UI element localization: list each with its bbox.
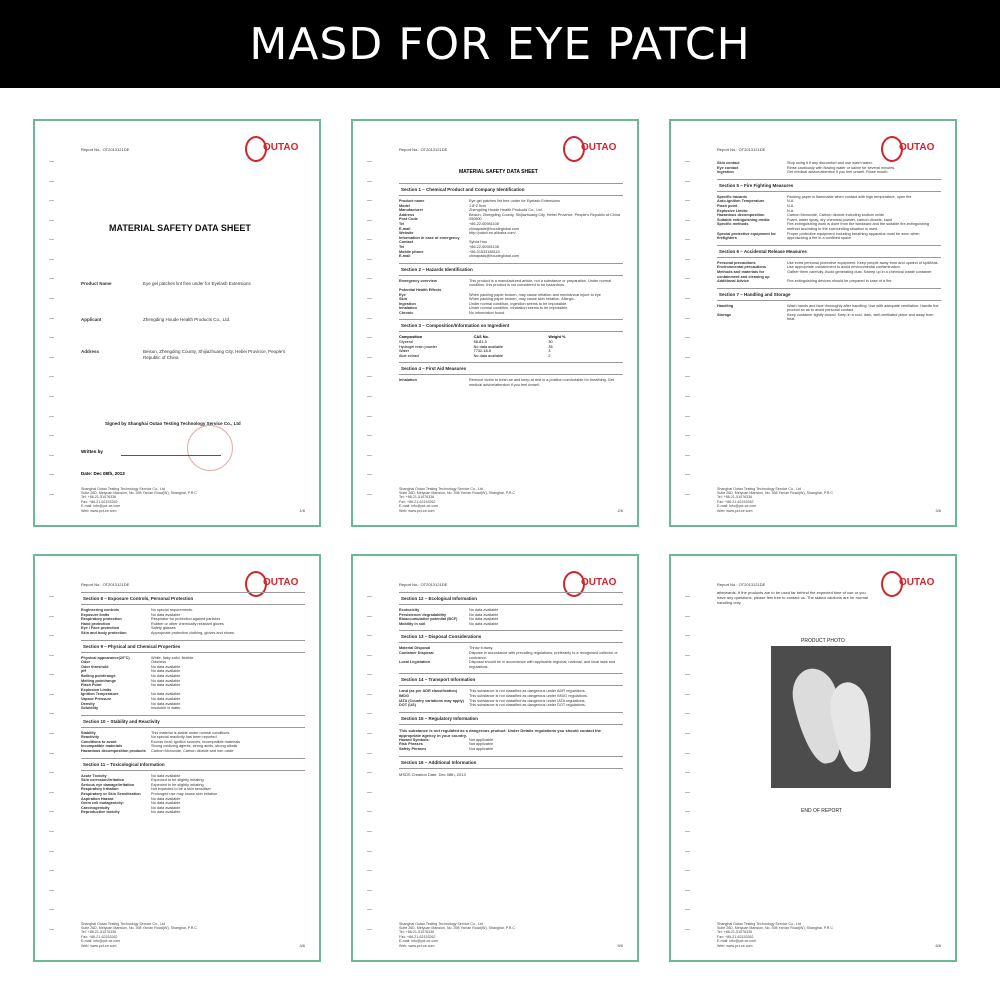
- row-label: Melting point/range: [81, 678, 117, 683]
- row-label: Exposure limits: [81, 612, 110, 617]
- data-row: [399, 254, 623, 259]
- section-15-rows: [399, 738, 623, 752]
- data-row: [717, 222, 941, 231]
- row-label: Mobile phone: [399, 249, 424, 254]
- row-value: Safety glasses: [151, 626, 176, 631]
- row-label: Environmental precautions: [717, 265, 766, 270]
- row-label: Specific hazards: [717, 194, 747, 199]
- row-value: chinapads@houdeglobal.com: [469, 226, 520, 231]
- row-label: Ignition Temperature: [81, 692, 119, 697]
- row-value: When packing paper broken, may cause skin irritation. Allergic.: [469, 297, 575, 302]
- msds-page-4: [33, 554, 321, 962]
- row-value: No data available: [151, 683, 181, 688]
- row-value: No data available: [469, 608, 499, 612]
- row-label: Eye / Face protection: [81, 626, 120, 631]
- row-label: Storage: [717, 312, 732, 317]
- row-label: Conditions to avoid: [81, 739, 117, 744]
- table-cell: 30: [548, 340, 553, 345]
- row-value: Throw it away.: [469, 646, 494, 651]
- section-6-header: Section 6 – Accidental Release Measures: [717, 245, 941, 258]
- row-value: Fire-extinguishing devices should be prepared in case of a fire.: [787, 279, 893, 284]
- msds-page-2: [351, 119, 639, 527]
- row-value: Eye gel patches lint free under for Eyelash Extensions: [469, 199, 560, 203]
- row-value: Not expected to be a skin sensitiser: [151, 787, 211, 792]
- row-value: This substance is not classified as dangerous under IMDG regulations.: [469, 693, 588, 698]
- data-row: [399, 378, 623, 387]
- row-value: No special reactivity has been reported: [151, 735, 217, 740]
- section-1-header: Section 1 – Chemical Product and Company Identification: [399, 183, 623, 196]
- row-value: Remove victim to fresh air and keep at rest in a position comfortable for breathing. Get medical advice/attention if you feel unwell.: [469, 378, 614, 388]
- row-value: No data available: [151, 773, 181, 778]
- row-value: Use extra personal protective equipment. Keep people away from and upwind of spill/leak.: [787, 260, 939, 265]
- row-label: Bioaccumulative potential (BCF): [399, 617, 458, 622]
- row-label: Hazard Symbols:: [399, 737, 430, 742]
- data-row: [399, 622, 623, 627]
- row-value: Wash hands and face thoroughly after handling. Use with adequate ventilation. Handle the product so as to avoid personal contact.: [787, 303, 939, 313]
- section-8-header: Section 8 – Exposure Controls, Personal Protection: [81, 592, 305, 605]
- row-value: Not applicable: [469, 742, 494, 747]
- row-label: Respiratory protection: [81, 617, 122, 622]
- section-15-header: Section 15 – Regulatory Information: [399, 712, 623, 725]
- table-cell: 56-81-5: [473, 340, 487, 345]
- outao-logo: OUTAO: [561, 135, 623, 161]
- row-value: Fire-extinguishing work is done from the windward and the suitable fire-extinguishing method according to the surrounding situation is used.: [787, 222, 930, 231]
- row-label: Methods and materials for containment and cleaning up: [717, 269, 770, 279]
- row-value: No data available: [151, 810, 181, 815]
- applicant-label: Applicant: [81, 317, 102, 322]
- section-4-rows: [399, 378, 623, 387]
- binder-holes: [685, 161, 691, 495]
- data-row: [399, 279, 623, 288]
- table-cell: 7732-18-5: [473, 349, 491, 354]
- row-label: IMDG: [399, 693, 409, 698]
- row-value: No data available: [151, 692, 181, 697]
- report-number: Report No.: OT2013121DE: [81, 147, 130, 152]
- data-row: [717, 232, 941, 241]
- row-value: Packing paper is flammable when contact with high temperature, open fire: [787, 194, 912, 199]
- row-value: Proper protective equipment including breathing apparatus must be worn when approaching a fire in a confined space: [787, 231, 920, 241]
- row-label: Explosive Limits:: [717, 208, 749, 213]
- data-row: [81, 631, 305, 636]
- row-label: Skin and body protection: [81, 630, 127, 635]
- row-label: Emergency overview: [399, 278, 437, 283]
- footer-address: Shanghai Outao Testing Technology Service Co., Ltd Suite 26D, Meiyuan Mansion, No. 398 Yan'an Road(W), Shanghai, P.R.C Tel: +86-21-51076336 Fax: +86-21-62153262 E-mail: info@pct-ce.com Web: www.pct-ce.com: [81, 921, 197, 948]
- row-label: Product name: [399, 199, 425, 203]
- row-value: No data available: [151, 678, 181, 683]
- data-row: [81, 749, 305, 754]
- row-label: Reactivity: [81, 735, 99, 740]
- table-cell: No data available: [473, 344, 504, 349]
- data-row: [717, 304, 941, 313]
- row-value: Excess heat; ignition sources, incompatible materials: [151, 739, 241, 744]
- section-16-header: Section 16 – Additional Information: [399, 756, 623, 769]
- outao-logo: OUTAO: [243, 570, 305, 596]
- row-value: Expected to be slightly irritating: [151, 782, 204, 787]
- section-11-rows: [81, 774, 305, 815]
- row-value: chinapads@houdeglobal.com: [469, 254, 520, 259]
- row-value: Disposal should be in accordance with applicable regional, national, and local laws and regulations.: [469, 660, 616, 669]
- row-value: +86-22-60981108: [469, 221, 499, 226]
- row-value: Use appropriate containment to avoid environmental contamination.: [787, 265, 901, 270]
- section-15-text: This substance is not regulated as a dangerous product. Under Details regulations you should contact the appropriate agency in your country.: [399, 727, 602, 738]
- row-label: E-mail: [399, 226, 411, 231]
- row-label: Material Disposal: [399, 646, 431, 651]
- section-7-rows: [717, 304, 941, 322]
- row-value: Zhengding Houde Health Products Co., Ltd.: [469, 208, 543, 213]
- row-value: No special requirements.: [151, 608, 193, 612]
- section-13-header: Section 13 – Disposal Considerations: [399, 630, 623, 643]
- row-value: No information found.: [469, 310, 506, 315]
- row-label: Incompatible materials: [81, 744, 123, 749]
- row-value: No data available: [469, 621, 499, 626]
- outao-logo: OUTAO: [561, 570, 623, 596]
- binder-holes: [49, 596, 55, 930]
- row-value: Under normal condition, ingestion seems to be impossible.: [469, 301, 568, 306]
- table-cell: Hydrogel resin powder: [399, 344, 437, 349]
- document-title: MATERIAL SAFETY DATA SHEET: [109, 223, 251, 233]
- row-label: Eye contact: [717, 165, 739, 170]
- row-label: Mobility in soil: [399, 621, 426, 626]
- row-value: Sylvia Hou: [469, 240, 488, 245]
- outao-logo: OUTAO: [243, 135, 305, 161]
- section-5-rows: [717, 195, 941, 241]
- row-value: Appropriate protective clothing, gloves and shoes.: [151, 630, 236, 635]
- document-title: MATERIAL SAFETY DATA SHEET: [459, 169, 538, 175]
- row-label: Hand protection: [81, 621, 111, 626]
- row-value: No data available: [151, 701, 181, 706]
- row-value: http://patch.en.alibaba.com/: [469, 231, 516, 236]
- row-value: Expected to be slightly irritating: [151, 778, 204, 783]
- table-cell: Glycerol: [399, 340, 413, 345]
- page-number: 1/6: [299, 508, 305, 513]
- row-value: This material is stable under normal conditions.: [151, 730, 231, 735]
- product-name-value: Eye gel patches lint free under for Eyelash Extensions: [143, 281, 251, 286]
- row-value: Get medical advice/attention if you feel unwell. Rinse mouth.: [787, 170, 889, 175]
- row-label: Address: [399, 212, 415, 217]
- section-16-text: MSDS Creation Date: Dec 08th, 2013: [399, 771, 466, 777]
- row-label: Manufacturer: [399, 208, 424, 213]
- row-value: No data available: [151, 664, 181, 669]
- binder-holes: [685, 596, 691, 930]
- data-row: [81, 706, 305, 711]
- product-name-label: Product Name: [81, 281, 112, 286]
- row-value: No data available: [151, 801, 181, 806]
- table-cell: No data available: [473, 353, 504, 358]
- row-value: Stop using it if any discomfort and use warm water.: [787, 161, 873, 165]
- row-value: Rubber or other chemically resistant gloves: [151, 621, 224, 626]
- data-row: [717, 313, 941, 322]
- row-value: No data available: [151, 805, 181, 810]
- composition-table-header: Composition CAS No. Weight %: [399, 335, 566, 340]
- row-value: 050800: [469, 217, 482, 222]
- footer-address: Shanghai Outao Testing Technology Service Co., Ltd Suite 26D, Meiyuan Mansion, No. 398 Yan'an Road(W), Shanghai, P.R.C Tel: +86-21-51076336 Fax: +86-21-62153262 E-mail: info@pct-ce.com Web: www.pct-ce.com: [717, 921, 833, 948]
- row-label: Acute Toxicity: [81, 773, 107, 778]
- row-label: Flash Point: [81, 683, 102, 688]
- section-4-header: Section 4 – First Aid Measures: [399, 362, 623, 375]
- row-label: Persistence/ degradability: [399, 612, 447, 617]
- row-label: Inhalation: [399, 378, 417, 383]
- row-label: Ecotoxicity: [399, 608, 420, 612]
- row-value: N.A.: [787, 199, 795, 204]
- data-row: [399, 651, 623, 660]
- row-label: Odor threshold: [81, 664, 109, 669]
- report-date: Date: Dec 08th, 2013: [81, 471, 125, 476]
- table-cell: 2: [548, 353, 551, 358]
- row-label: Website: [399, 231, 414, 236]
- row-label: Additional Advice: [717, 279, 749, 284]
- section-2-header: Section 2 – Hazards Identification: [399, 263, 623, 276]
- row-value: No data available: [151, 796, 181, 801]
- row-label: Contact: [399, 240, 414, 245]
- address-value: Beisun, Zhengding County, Shijiazhuang City, Hebei Province, People's Republic of China: [143, 349, 286, 360]
- row-value: Under normal condition, inhalation seems to be impossible.: [469, 306, 569, 311]
- row-label: IATA (Country variations may apply): [399, 698, 464, 703]
- row-value: Carbon Monoxide, Carbon dioxide and iron oxide: [151, 749, 234, 754]
- row-label: Information in case of emergency: [399, 235, 460, 240]
- row-value: Not applicable: [469, 737, 494, 742]
- report-number: Report No.: OT2013121DE: [399, 582, 448, 587]
- data-row: [399, 703, 623, 708]
- row-label: Reproductive toxicity: [81, 810, 120, 815]
- page-number: 6/6: [935, 943, 941, 948]
- row-value: N.A.: [787, 203, 795, 208]
- section-12-rows: [399, 608, 623, 626]
- row-label: Ingestion: [717, 170, 734, 175]
- section-11-header: Section 11 – Toxicological Information: [81, 758, 305, 771]
- row-label: Chronic: [399, 310, 414, 315]
- row-label: Engineering controls: [81, 608, 119, 612]
- row-value: Respirator for protection against particles: [151, 617, 221, 622]
- row-value: Gather them carefully. Avoid generating dust. Sweep up in a chemical waste container.: [787, 269, 933, 274]
- row-value: Insoluble in water: [151, 706, 181, 711]
- row-label: Boiling point/range: [81, 673, 116, 678]
- row-label: pH: [81, 669, 87, 674]
- binder-holes: [367, 596, 373, 930]
- row-label: Serious eye damage/irritation: [81, 782, 135, 787]
- footer-address: Shanghai Outao Testing Technology Service Co., Ltd Suite 26D, Meiyuan Mansion, No. 398 Yan'an Road(W), Shanghai, P.R.C Tel: +86-21-51076336 Fax: +86-21-62153262 E-mail: info@pct-ce.com Web: www.pct-ce.com: [399, 486, 515, 513]
- composition-table: [399, 340, 623, 358]
- banner-title: MASD FOR EYE PATCH: [0, 0, 1000, 88]
- page-number: 3/6: [935, 508, 941, 513]
- section-8-rows: [81, 608, 305, 636]
- row-label: E-mail: [399, 254, 411, 259]
- footer-address: Shanghai Outao Testing Technology Service Co., Ltd Suite 26D, Meiyuan Mansion, No. 398 Yan'an Road(W), Shanghai, P.R.C Tel: +86-21-51076336 Fax: +86-21-62153262 E-mail: info@pct-ce.com Web: www.pct-ce.com: [81, 486, 197, 513]
- row-label: Skin contact: [717, 161, 740, 165]
- msds-page-3: [669, 119, 957, 527]
- page-number: 2/6: [617, 508, 623, 513]
- msds-page-5: [351, 554, 639, 962]
- product-photo: [771, 646, 891, 788]
- row-label: Local Legislation: [399, 660, 431, 665]
- row-label: Handling: [717, 303, 734, 308]
- row-value: +86-01533188115: [469, 249, 500, 254]
- row-value: Keep container tightly closed. Keep in a cool, dark, well-ventilated place and away from heat.: [787, 312, 934, 322]
- row-label: Aspiration Hazard: [81, 796, 114, 801]
- footer-address: Shanghai Outao Testing Technology Service Co., Ltd Suite 26D, Meiyuan Mansion, No. 398 Yan'an Road(W), Shanghai, P.R.C Tel: +86-21-51076336 Fax: +86-21-62153262 E-mail: info@pct-ce.com Web: www.pct-ce.com: [399, 921, 515, 948]
- section-1-rows: [399, 199, 623, 259]
- row-label: Auto-ignition Temperature: [717, 199, 765, 204]
- row-label: Vapour Pressure: [81, 696, 112, 701]
- row-value: This substance is not classified as dangerous under IATA regulations.: [469, 698, 586, 703]
- report-number: Report No.: OT2013121DE: [81, 582, 130, 587]
- row-value: Prolonged use may cause skin irritation: [151, 792, 218, 797]
- row-value: N.A.: [787, 208, 795, 213]
- row-value: Dispose in accordance with prevailing regulations, preferably to a recognised collector or contractor.: [469, 650, 618, 660]
- photo-label: PRODUCT PHOTO: [801, 638, 845, 644]
- row-label: Germ cell mutagenicity:: [81, 801, 125, 806]
- row-label: Stability: [81, 730, 96, 735]
- data-row: [399, 660, 623, 669]
- outao-logo: OUTAO: [879, 135, 941, 161]
- table-cell: 3: [548, 349, 551, 354]
- row-label: Hazardous decomposition products: [81, 749, 146, 754]
- written-by: Written by: [81, 449, 103, 454]
- row-label: Potential Health Effects: [399, 287, 442, 292]
- row-label: Respiratory Irritation: [81, 787, 119, 792]
- row-label: Skin corrosion/irritation: [81, 778, 125, 783]
- page-number: 5/6: [617, 943, 623, 948]
- address-label: Address: [81, 349, 100, 354]
- table-cell: Aloe extract: [399, 353, 420, 358]
- signature-line: [121, 455, 221, 456]
- row-value: Odorless: [151, 660, 167, 665]
- signed-by: Signed by Shanghai Outao Testing Technology Service Co., Ltd: [105, 421, 241, 426]
- outao-logo: OUTAO: [879, 570, 941, 596]
- section-5-header: Section 5 – Fire Fighting Measures: [717, 179, 941, 192]
- row-value: No data available: [151, 669, 181, 674]
- data-row: [81, 810, 305, 815]
- section-10-rows: [81, 731, 305, 754]
- row-value: No data available: [151, 612, 181, 617]
- row-value: This product is a manufactured article, not a substance or preparation. Under normal condition, this product is not considered to be hazardous.: [469, 278, 612, 288]
- row-label: Flash point: [717, 203, 738, 208]
- row-label: Safety Phrases: [399, 746, 427, 751]
- section-7-header: Section 7 – Handling and Storage: [717, 288, 941, 301]
- section-2-rows: [399, 279, 623, 316]
- binder-holes: [49, 161, 55, 495]
- row-label: Suitable extinguishing media: [717, 217, 770, 222]
- row-label: Odor: [81, 660, 91, 665]
- row-label: Special protective equipment for firefighters: [717, 231, 776, 241]
- section-9-rows: [81, 656, 305, 711]
- seal-stamp: [187, 425, 233, 471]
- row-value: No data available: [469, 612, 499, 617]
- row-value: No data available: [151, 673, 181, 678]
- section-14-header: Section 14 – Transport Information: [399, 673, 623, 686]
- row-value: Not applicable: [469, 746, 494, 751]
- row-label: Ingestion: [399, 301, 416, 306]
- row-label: Carcinogenicity: [81, 805, 110, 810]
- section-9-header: Section 9 – Physical and Chemical Properties: [81, 640, 305, 653]
- report-number: Report No.: OT2013121DE: [399, 147, 448, 152]
- row-label: Container Disposal: [399, 650, 434, 655]
- footer-address: Shanghai Outao Testing Technology Service Co., Ltd Suite 26D, Meiyuan Mansion, No. 398 Yan'an Road(W), Shanghai, P.R.C Tel: +86-21-51076336 Fax: +86-21-62153262 E-mail: info@pct-ce.com Web: www.pct-ce.com: [717, 486, 833, 513]
- section-13-rows: [399, 646, 623, 669]
- table-cell: 35: [548, 344, 553, 349]
- applicant-value: Zhengding Houde Health Products Co., Ltd.: [143, 317, 231, 322]
- data-row: [717, 270, 941, 279]
- row-label: Explosion Limits: [81, 687, 112, 692]
- row-label: Risk Phrases: [399, 742, 423, 747]
- row-value: This substance is not classified as dangerous under ADR regulations.: [469, 689, 586, 694]
- row-value: When packing paper broken, may cause irritation and mechanical injure to eye: [469, 292, 601, 297]
- row-value: No data available: [151, 696, 181, 701]
- row-label: Solubility: [81, 706, 99, 711]
- row-label: Physical appearance(20°C): [81, 655, 130, 660]
- section-12-header: Section 12 – Ecological Information: [399, 592, 623, 605]
- end-of-report: END OF REPORT: [801, 808, 843, 814]
- first-aid-rows: [717, 161, 941, 175]
- row-label: Post Code: [399, 217, 418, 222]
- row-label: Density: [81, 701, 95, 706]
- row-label: Inhalation: [399, 306, 417, 311]
- section-14-rows: [399, 689, 623, 707]
- row-label: Skin: [399, 297, 408, 302]
- report-number: Report No.: OT2013121DE: [717, 147, 766, 152]
- binder-holes: [367, 161, 373, 495]
- data-row: [399, 747, 623, 752]
- row-label: Tel: [399, 244, 405, 249]
- table-row: [399, 354, 623, 359]
- msds-page-6: [669, 554, 957, 962]
- row-label: Specific methods: [717, 222, 749, 227]
- row-value: Strong oxidizing agents, strong acids, strong alkalis: [151, 744, 238, 749]
- row-value: No data available: [469, 617, 499, 622]
- row-value: +86-22-60981108: [469, 244, 499, 249]
- row-value: Beisun, Zhengding County, Shijiazhuang City, Hebei Province, People's Republic of China: [469, 212, 621, 217]
- row-label: Personal precautions: [717, 260, 756, 265]
- row-label: Hazardous decomposition: [717, 213, 765, 218]
- row-value: Carbon Monoxide, Carbon dioxide including sodium oxide: [787, 213, 885, 218]
- row-label: Tel: [399, 221, 405, 226]
- row-label: Model: [399, 203, 410, 208]
- row-label: DOT (US): [399, 703, 416, 708]
- page-number: 4/6: [299, 943, 305, 948]
- row-label: Eye: [399, 292, 406, 297]
- msds-page-1: [33, 119, 321, 527]
- row-value: White, flaky solid, flexible: [151, 655, 194, 660]
- row-value: Foam, water spray, dry chemical powder, carbon dioxide, sand: [787, 217, 893, 222]
- row-value: 1.8*2.9cm: [469, 203, 487, 208]
- row-value: Rinse cautiously with flowing water or saline for several minutes.: [787, 165, 896, 170]
- section-10-header: Section 10 – Stability and Reactivity: [81, 715, 305, 728]
- table-cell: Water: [399, 349, 409, 354]
- section-6-rows: [717, 261, 941, 284]
- row-label: Land (as per ADR classification): [399, 689, 458, 694]
- row-label: Respiratory or Skin Sensitisation: [81, 792, 141, 797]
- data-row: [717, 279, 941, 284]
- data-row: [717, 170, 941, 175]
- report-number: Report No.: OT2013121DE: [717, 582, 766, 587]
- data-row: [399, 311, 623, 316]
- row-value: This substance is not classified as dangerous under DOT regulations.: [469, 703, 586, 708]
- section-3-header: Section 3 – Composition/Information on Ingredient: [399, 319, 623, 332]
- closing-note: afterwards. If the products are to be used far behind the expected time of use or you have any questions, please feel free to contact us. The stated cautions are for normal handling only.: [717, 590, 868, 605]
